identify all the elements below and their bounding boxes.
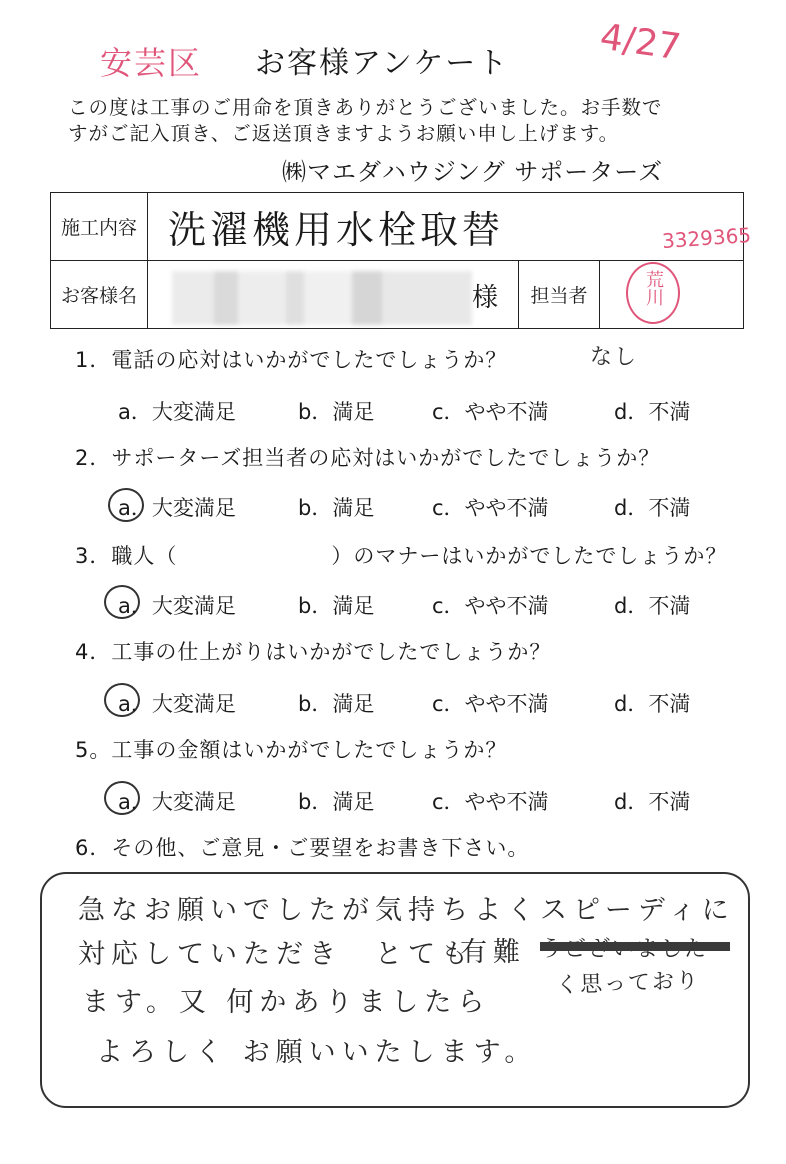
q3-option-d[interactable]: d．不満: [614, 594, 691, 618]
strike-line: [540, 942, 730, 951]
question-1-note: なし: [590, 345, 639, 370]
q5-option-c[interactable]: c．やや不満: [432, 790, 549, 814]
staff-label: 担当者: [519, 261, 600, 329]
side-note: 3329365: [661, 222, 752, 254]
company-name: ㈱マエダハウジング サポーターズ: [282, 158, 664, 186]
q4-option-a[interactable]: a．大変満足: [118, 692, 236, 716]
ward-annotation: 安芸区: [100, 44, 203, 82]
page-title: お客様アンケート: [255, 46, 510, 81]
q1-option-a[interactable]: a．大変満足: [118, 400, 236, 424]
question-5: 5。工事の金額はいかがでしたでしょうか？: [75, 738, 508, 762]
q4-option-d[interactable]: d．不満: [614, 692, 691, 716]
work-value: 洗濯機用水栓取替: [148, 193, 744, 261]
intro-line-1: この度は工事のご用命を頂きありがとうございました。お手数で: [68, 96, 663, 119]
question-4: 4．工事の仕上がりはいかがでしたでしょうか？: [75, 640, 552, 664]
q4-option-b[interactable]: b．満足: [298, 692, 375, 716]
q2-option-d[interactable]: d．不満: [614, 496, 691, 520]
q1-option-d[interactable]: d．不満: [614, 400, 691, 424]
intro-line-2: すがご記入頂き、ご返送頂きますようお願い申し上げます。: [68, 122, 620, 145]
work-label: 施工内容: [51, 193, 148, 261]
q5-option-b[interactable]: b．満足: [298, 790, 375, 814]
q3-option-a[interactable]: a．大変満足: [118, 594, 236, 618]
comment-line-4: よろしく お願いいたします。: [96, 1037, 538, 1068]
redacted-name: [172, 271, 472, 325]
q2-option-b[interactable]: b．満足: [298, 496, 375, 520]
stamp-text: 荒川: [643, 270, 664, 306]
date-annotation: 4/27: [597, 16, 684, 69]
comment-line-2b: 有難: [460, 937, 526, 968]
honorific-label: 様: [471, 283, 498, 313]
customer-name-field: [148, 261, 519, 329]
comment-line-3: ます。又 何かありましたら: [82, 987, 491, 1018]
question-6: 6．その他、ご意見・ご要望をお書き下さい。: [75, 836, 530, 860]
q5-option-a[interactable]: a．大変満足: [118, 790, 236, 814]
q1-option-c[interactable]: c．やや不満: [432, 400, 549, 424]
customer-label: お客様名: [51, 261, 148, 329]
q3-option-b[interactable]: b．満足: [298, 594, 375, 618]
comment-line-2a: 対応していただき とても: [78, 939, 474, 970]
question-2: 2．サポーターズ担当者の応対はいかがでしたでしょうか？: [75, 446, 661, 470]
staff-stamp: [626, 262, 680, 324]
question-3: 3．職人（ ）のマナーはいかがでしたでしょうか？: [75, 544, 728, 568]
question-1: 1．電話の応対はいかがでしたでしょうか？: [75, 348, 508, 372]
q1-option-b[interactable]: b．満足: [298, 400, 375, 424]
q3-option-c[interactable]: c．やや不満: [432, 594, 549, 618]
q2-option-c[interactable]: c．やや不満: [432, 496, 549, 520]
q2-option-a[interactable]: a．大変満足: [118, 496, 236, 520]
comment-insert: く思っており: [555, 968, 701, 999]
comment-line-1: 急なお願いでしたが気持ちよくスピーディに: [78, 895, 735, 926]
q5-option-d[interactable]: d．不満: [614, 790, 691, 814]
q4-option-c[interactable]: c．やや不満: [432, 692, 549, 716]
